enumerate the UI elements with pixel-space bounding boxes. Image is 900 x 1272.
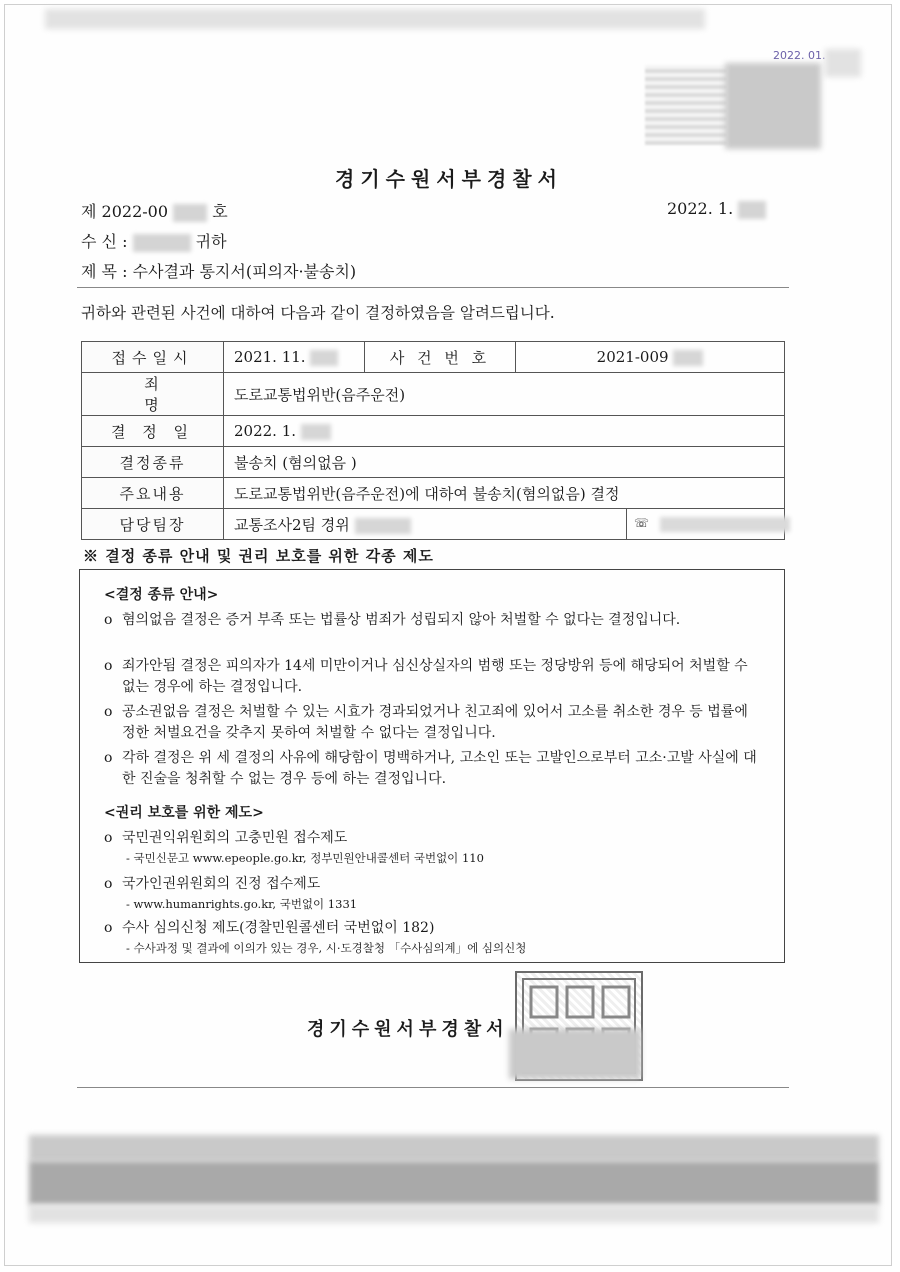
case-no-label: 사 건 번 호 <box>365 342 516 373</box>
redaction-top <box>45 9 705 29</box>
guide-item-text: 혐의없음 결정은 증거 부족 또는 법률상 범죄가 성립되지 않아 처벌할 수 없다는 결정입니다. <box>122 612 681 628</box>
bullet: ο <box>104 658 113 674</box>
list-item <box>104 874 764 913</box>
redaction-recipient <box>133 234 191 252</box>
bullet: ο <box>104 750 113 766</box>
security-pattern <box>645 65 727 145</box>
table-row <box>82 447 785 478</box>
decision-date-cell <box>224 416 785 447</box>
rights-item-sub: - 국민신문고 www.epeople.go.kr, 정부민원안내콜센터 국번없이 110 <box>126 851 484 865</box>
guide-item-text: 공소권없음 결정은 처벌할 수 있는 시효가 경과되었거나 친고죄에 있어서 고소를 취소한 경우 등 법률에 정한 처벌요건을 갖추지 못하여 처벌할 수 없다는 결정입니다. <box>122 704 748 741</box>
list-item <box>104 748 764 790</box>
team-value: 교통조사2팀 경위 <box>234 515 350 534</box>
doc-number-suffix: 호 <box>212 202 228 221</box>
bullet: ο <box>104 704 113 720</box>
team-cell <box>224 509 785 540</box>
decision-date-label: 결 정 일 <box>82 416 224 447</box>
table-row <box>82 478 785 509</box>
received-label: 접수일시 <box>82 342 224 373</box>
table-row <box>82 416 785 447</box>
section-title: ※ 결정 종류 안내 및 권리 보호를 위한 각종 제도 <box>83 547 434 565</box>
redaction-bottom-2 <box>29 1161 879 1205</box>
rights-heading: <권리 보호를 위한 제도> <box>104 805 264 821</box>
list-item <box>104 656 764 698</box>
rights-item-text: 수사 심의신청 제도(경찰민원콜센터 국번없이 182) <box>122 920 435 936</box>
summary-value: 도로교통법위반(음주운전)에 대하여 불송치(혐의없음) 결정 <box>224 478 785 509</box>
redaction-phone <box>660 517 790 532</box>
charge-value: 도로교통법위반(음주운전) <box>224 373 785 416</box>
doc-date <box>667 199 766 219</box>
redaction-doc-number <box>173 204 207 222</box>
charge-label: 죄 명 <box>82 373 224 416</box>
document-page <box>4 4 892 1266</box>
decision-date-value: 2022. 1. <box>234 422 297 440</box>
redaction-doc-date <box>738 201 766 219</box>
divider-top <box>77 287 789 288</box>
doc-date-value: 2022. 1. <box>667 199 734 218</box>
doc-number-prefix: 제 2022-00 <box>81 202 169 221</box>
redaction-bottom-1 <box>29 1135 879 1161</box>
redaction-case-no <box>673 350 703 366</box>
case-no-cell <box>516 342 785 373</box>
summary-label: 주요내용 <box>82 478 224 509</box>
redaction-corner <box>725 63 821 149</box>
recipient-label: 수 신 : <box>81 232 128 251</box>
bullet: ο <box>104 876 113 892</box>
doc-number <box>81 199 228 222</box>
table-row <box>82 509 785 540</box>
table-row <box>82 373 785 416</box>
guide-box <box>79 569 785 963</box>
redaction-officer <box>355 518 411 534</box>
guide-heading: <결정 종류 안내> <box>104 587 219 603</box>
recipient-line <box>81 229 227 252</box>
guide-item-text: 죄가안됨 결정은 피의자가 14세 미만이거나 심신상실자의 범행 또는 정당방위 등에 해당되어 처벌할 수 없는 경우에 하는 결정입니다. <box>122 658 748 695</box>
case-info-table <box>81 341 785 540</box>
rights-item-sub: - www.humanrights.go.kr, 국번없이 1331 <box>126 897 358 911</box>
list-item <box>104 610 764 631</box>
bullet: ο <box>104 920 113 936</box>
bullet: ο <box>104 830 113 846</box>
recipient-suffix: 귀하 <box>195 232 227 251</box>
phone-divider <box>626 509 627 539</box>
redaction-decision-date <box>301 424 331 440</box>
phone-icon: ☏ <box>634 516 650 530</box>
case-no-value: 2021-009 <box>596 348 669 366</box>
bullet: ο <box>104 612 113 628</box>
table-row <box>82 342 785 373</box>
decision-type-label: 결정종류 <box>82 447 224 478</box>
guide-item-text: 각하 결정은 위 세 결정의 사유에 해당함이 명백하거나, 고소인 또는 고발인으로부터 고소·고발 사실에 대한 진술을 청취할 수 없는 경우 등에 하는 결정입니다. <box>122 750 757 787</box>
decision-type-value: 불송치 (혐의없음 ) <box>224 447 785 478</box>
divider-bottom <box>77 1087 789 1088</box>
rights-item-text: 국가인권위원회의 진정 접수제도 <box>122 876 321 892</box>
list-item <box>104 828 764 867</box>
rights-item-text: 국민권익위원회의 고충민원 접수제도 <box>122 830 348 846</box>
subject-line: 제 목 : 수사결과 통지서(피의자·불송치) <box>81 262 357 281</box>
redaction-bottom-3 <box>29 1205 879 1223</box>
redaction-seal <box>509 1029 641 1079</box>
team-label: 담당팀장 <box>82 509 224 540</box>
list-item <box>104 702 764 744</box>
received-cell <box>224 342 365 373</box>
redaction-stamp-date <box>825 49 861 77</box>
receipt-stamp-date: 2022. 01. <box>773 49 826 62</box>
issuer-name: 경기수원서부경찰서 <box>307 1019 509 1040</box>
received-value: 2021. 11. <box>234 348 306 366</box>
rights-item-sub: - 수사과정 및 결과에 이의가 있는 경우, 시·도경찰청 「수사심의계」에 심의신청 <box>126 941 527 955</box>
document-title: 경기수원서부경찰서 <box>335 167 563 191</box>
list-item <box>104 918 764 957</box>
intro-text: 귀하와 관련된 사건에 대하여 다음과 같이 결정하였음을 알려드립니다. <box>81 304 555 322</box>
redaction-received <box>310 350 338 366</box>
